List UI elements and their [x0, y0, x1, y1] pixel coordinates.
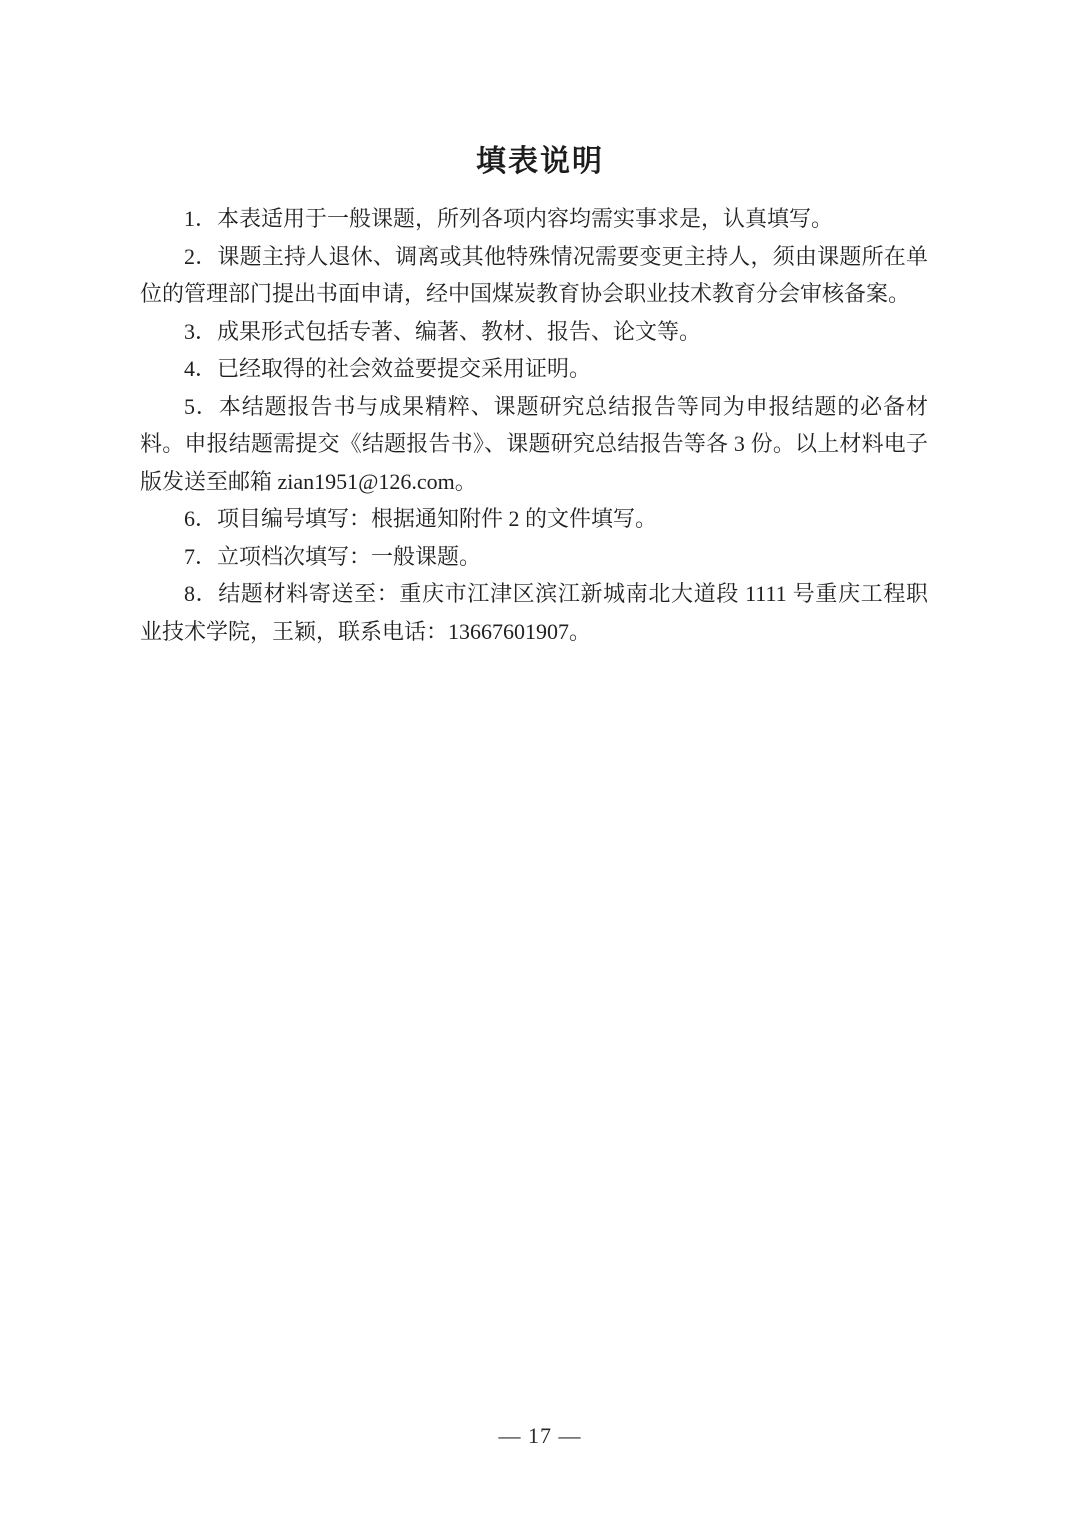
page-number: — 17 —: [498, 1423, 582, 1448]
instruction-item-3: 3．成果形式包括专著、编著、教材、报告、论文等。: [184, 318, 702, 344]
instruction-item-6: 6．项目编号填写：根据通知附件 2 的文件填写。: [184, 506, 658, 531]
instructions-body: [0, 200, 1080, 650]
page-title: 填表说明: [476, 145, 604, 178]
instruction-item-2: 2．课题主持人退休、调离或其他特殊情况需要变更主持人，须由课题所在单位的管理部门提出书面申请，经中国煤炭教育协会职业技术教育分会审核备案。: [140, 243, 928, 306]
instruction-item-1: 1．本表适用于一般课题，所列各项内容均需实事求是，认真填写。: [184, 206, 834, 231]
instruction-item-5: 5．本结题报告书与成果精粹、课题研究总结报告等同为申报结题的必备材料。申报结题需提交《结题报告书》、课题研究总结报告等各 3 份。以上材料电子版发送至邮箱 zian1951@126.com。: [140, 393, 928, 494]
instruction-item-8: 8．结题材料寄送至：重庆市江津区滨江新城南北大道段 1111 号重庆工程职业技术学院，王颖，联系电话：13667601907。: [140, 581, 928, 644]
instruction-item-4: 4．已经取得的社会效益要提交采用证明。: [184, 356, 592, 381]
instruction-item-7: 7．立项档次填写：一般课题。: [184, 543, 482, 569]
